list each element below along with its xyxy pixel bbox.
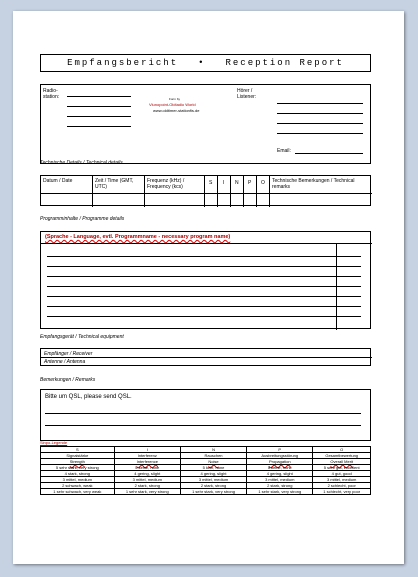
col-date: Datum / Date (43, 178, 73, 184)
key-row: 4 stark, strong 4 gering, slight 4 gering, slight 4 gering, slight 4 gut, good (41, 471, 371, 477)
programme-line (47, 296, 361, 297)
key-name-en-row: Strength Interference Noise Propagation Overall Merit (41, 459, 371, 465)
remarks-label: Bemerkungen / Remarks (40, 377, 96, 383)
form-by-label: Form by (169, 97, 181, 101)
title-german: Empfangsbericht (67, 58, 179, 68)
listener-line-4 (277, 133, 363, 134)
listener-label: Hörer / Listener: (237, 88, 257, 100)
title-english: Reception Report (225, 58, 344, 68)
col-i: I (223, 180, 225, 186)
tech-header-divider (41, 193, 372, 194)
radio-station-line-3 (67, 116, 131, 117)
technical-details-table (40, 175, 371, 206)
programme-line (47, 316, 361, 317)
col-frequency: Frequenz (kHz) / Frequency (kcs) (147, 178, 185, 190)
email-label: Email: (277, 148, 291, 154)
station-box (40, 84, 371, 164)
title-box (40, 54, 371, 72)
document-page (13, 11, 404, 564)
programme-header: (Sprache - Language, evtl. Programmname - necessary program name) (45, 234, 231, 240)
listener-line-3 (277, 123, 363, 124)
remarks-box (40, 389, 371, 441)
programme-details-label: Programminhalte / Programme details (40, 216, 125, 222)
sinpo-key-table (40, 446, 371, 495)
publisher-url: www.oldtimer-stationfis.de (153, 108, 200, 113)
antenna-label: Antenne / Antenna (44, 359, 86, 365)
col-o: O (261, 180, 265, 186)
radio-station-label: Radio-station: (43, 88, 60, 100)
key-row: 2 schwach, weak 2 stark, strong 2 stark, strong 2 stark, strong 2 schlecht, poor (41, 483, 371, 489)
programme-line (47, 286, 361, 287)
sinpo-key-title: Sinpo-Legende (40, 440, 68, 445)
key-letter-row: S I N P O (41, 447, 371, 453)
qsl-request: Bitte um QSL, please send QSL. (45, 394, 132, 400)
col-time: Zeit / Time (GMT, UTC) (95, 178, 134, 190)
email-line (295, 153, 363, 154)
title-bullet: • (198, 58, 206, 68)
technical-details-label: Technische Details / Technical details (40, 160, 123, 166)
radio-station-line-1 (67, 96, 131, 97)
col-p: P (248, 180, 252, 186)
programme-line (47, 306, 361, 307)
col-s: S (209, 180, 213, 186)
radio-station-line-2 (67, 106, 131, 107)
listener-line-1 (277, 103, 363, 104)
key-row: 5 sehr stark, very strong 5 keine, none 5 kein, none 5 keine, none 5 sehr gut, excellent (41, 465, 371, 471)
key-row: 3 mittel, medium 3 mittel, medium 3 mittel, medium 3 mittel, medium 3 mittel, medium (41, 477, 371, 483)
programme-line (47, 266, 361, 267)
listener-line-2 (277, 113, 363, 114)
publisher-name: Vlunopoint-Oldtadio World (149, 102, 196, 107)
equipment-label: Empfangsgerät / Technical equipment (40, 334, 124, 340)
radio-station-line-4 (67, 126, 131, 127)
key-name-row: Signalstärke Interferenz Rauschen Ausbreitungsstörung Gesamtbewertung (41, 453, 371, 459)
programme-line (47, 256, 361, 257)
equipment-box (40, 348, 371, 366)
col-remarks: Technische Bemerkungen / Technical remarks (272, 178, 355, 190)
programme-details-box (40, 231, 371, 329)
programme-line (47, 276, 361, 277)
receiver-label: Empfänger / Receiver (44, 351, 93, 357)
key-row: 1 sehr schwach, very weak 1 sehr stark, very strong 1 sehr stark, very strong 1 sehr stark, very strong 1 schlecht, very poor (41, 489, 371, 495)
col-n: N (235, 180, 239, 186)
